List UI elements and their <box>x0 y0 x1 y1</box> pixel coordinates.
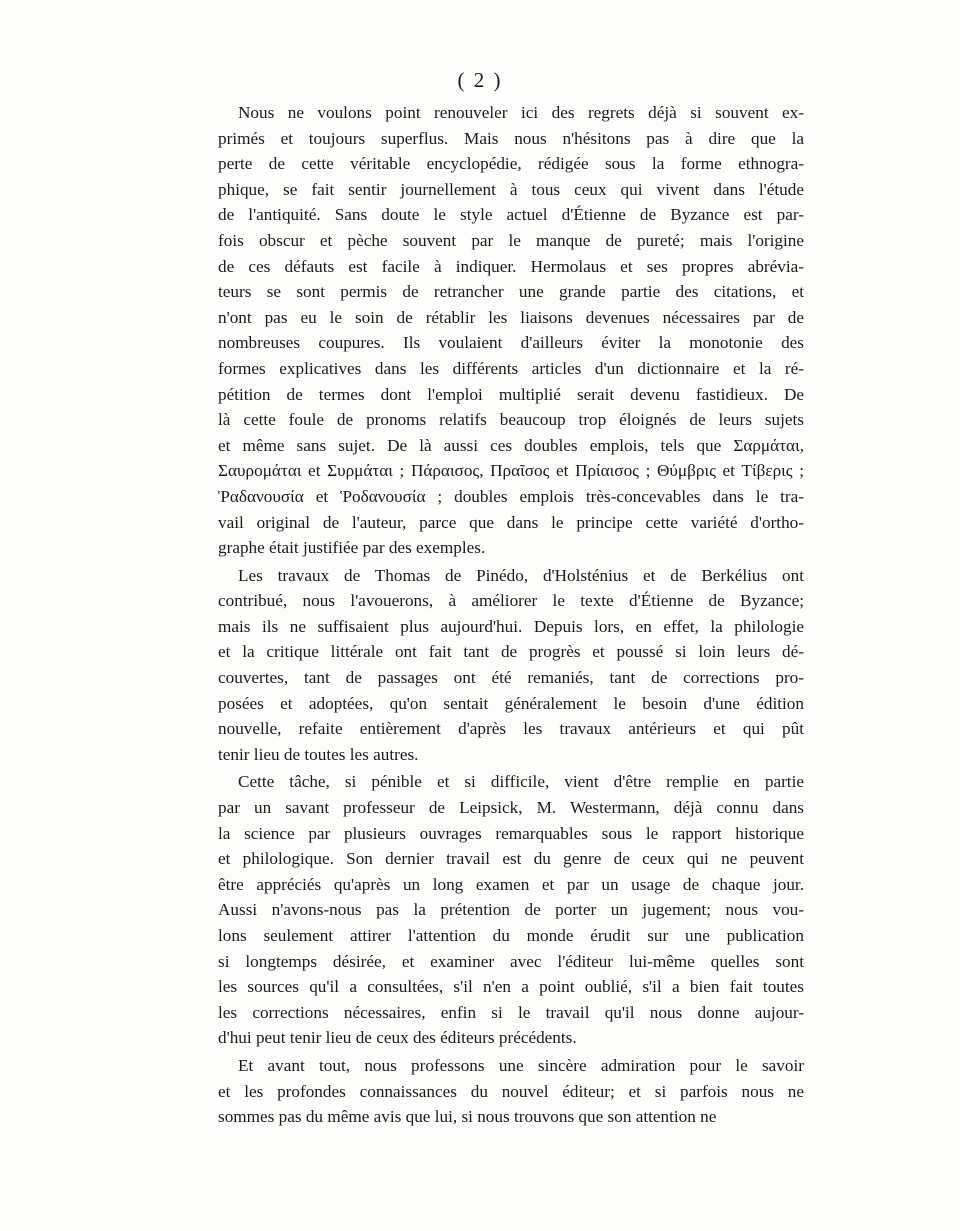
text-line: lons seulement attirer l'attention du monde érudit sur une publication <box>218 926 804 945</box>
text-line: les sources qu'il a consultées, s'il n'en a point oublié, s'il a bien fait toutes <box>218 977 804 997</box>
text-line: couvertes, tant de passages ont été remaniés, tant de corrections pro- <box>218 668 804 688</box>
text-line: Nous ne voulons point renouveler ici des regrets déjà si souvent ex- <box>238 103 804 122</box>
text-line: Ῥαδανουσία et Ῥοδανουσία ; doubles emplois très-concevables dans le tra- <box>218 486 804 506</box>
text-line: teurs se sont permis de retrancher une grande partie des citations, et <box>218 282 804 302</box>
text-line: et les profondes connaissances du nouvel éditeur; et si parfois nous ne <box>218 1081 804 1101</box>
text-line: Cette tâche, si pénible et si difficile, vient d'être remplie en partie <box>238 772 804 792</box>
text-line: la science par plusieurs ouvrages remarquables sous le rapport historique <box>218 823 804 843</box>
text-line: de l'antiquité. Sans doute le style actuel d'Étienne de Byzance est par- <box>218 205 804 225</box>
text-line: Et avant tout, nous professons une sincère admiration pour le savoir <box>238 1055 804 1075</box>
text-line: nouvelle, refaite entièrement d'après les travaux antérieurs et qui pût <box>218 719 804 739</box>
paragraph <box>218 769 804 1051</box>
text-line: et philologique. Son dernier travail est du genre de ceux qui ne peuvent <box>218 849 804 869</box>
paragraph <box>218 100 804 561</box>
text-line: les corrections nécessaires, enfin si le travail qu'il nous donne aujour- <box>218 1002 804 1022</box>
paragraph <box>218 1053 804 1130</box>
text-line: pétition de termes dont l'emploi multiplié serait devenu fastidieux. De <box>218 384 804 404</box>
text-line: Les travaux de Thomas de Pinédo, d'Holsténius et de Berkélius ont <box>238 565 804 585</box>
text-line: nombreuses coupures. Ils voulaient d'ailleurs éviter la monotonie des <box>218 333 804 353</box>
text-line: d'hui peut tenir lieu de ceux des éditeurs précédents. <box>218 1028 577 1048</box>
text-line: formes explicatives dans les différents articles d'un dictionnaire et la ré- <box>218 358 804 378</box>
text-line: contribué, nous l'avouerons, à améliorer le texte d'Étienne de Byzance; <box>218 591 804 611</box>
body-text <box>218 100 804 1132</box>
paragraph <box>218 563 804 768</box>
text-line: primés et toujours superflus. Mais nous n'hésitons pas à dire que la <box>218 128 804 148</box>
text-line: si longtemps désirée, et examiner avec l'éditeur lui-même quelles sont <box>218 951 804 971</box>
text-line: là cette foule de pronoms relatifs beaucoup trop éloignés de leurs sujets <box>218 410 804 430</box>
text-line: et la critique littérale ont fait tant de progrès et poussé si loin leurs dé- <box>218 642 804 662</box>
text-line: par un savant professeur de Leipsick, M. Westermann, déjà connu dans <box>218 798 804 818</box>
text-line: sommes pas du même avis que lui, si nous trouvons que son attention ne <box>218 1107 717 1127</box>
text-line: être appréciés qu'après un long examen et par un usage de chaque jour. <box>218 874 804 894</box>
text-line: perte de cette véritable encyclopédie, rédigée sous la forme ethnogra- <box>218 154 804 174</box>
text-line: fois obscur et pèche souvent par le manque de pureté; mais l'origine <box>218 230 804 250</box>
text-line: n'ont pas eu le soin de rétablir les liaisons devenues nécessaires par de <box>218 307 804 327</box>
text-line: Σαυρομάται et Συρμάται ; Πάραισος, Πραῖσος et Πρίαισος ; Θύμβρις et Τίβερις ; <box>218 461 804 481</box>
text-line: posées et adoptées, qu'on sentait généralement le besoin d'une édition <box>218 693 804 713</box>
text-line: phique, se fait sentir journellement à tous ceux qui vivent dans l'étude <box>218 179 804 199</box>
text-line: et même sans sujet. De là aussi ces doubles emplois, tels que Σαρμάται, <box>218 435 804 455</box>
text-line: graphe était justifiée par des exemples. <box>218 538 486 558</box>
page-number: ( 2 ) <box>457 68 503 92</box>
text-line: mais ils ne suffisaient plus aujourd'hui. Depuis lors, en effet, la philologie <box>218 616 804 636</box>
text-line: de ces défauts est facile à indiquer. Hermolaus et ses propres abrévia- <box>218 256 804 276</box>
text-line: vail original de l'auteur, parce que dans le principe cette variété d'ortho- <box>218 512 804 532</box>
text-line: Aussi n'avons-nous pas la prétention de porter un jugement; nous vou- <box>218 900 804 920</box>
text-line: tenir lieu de toutes les autres. <box>218 744 419 764</box>
